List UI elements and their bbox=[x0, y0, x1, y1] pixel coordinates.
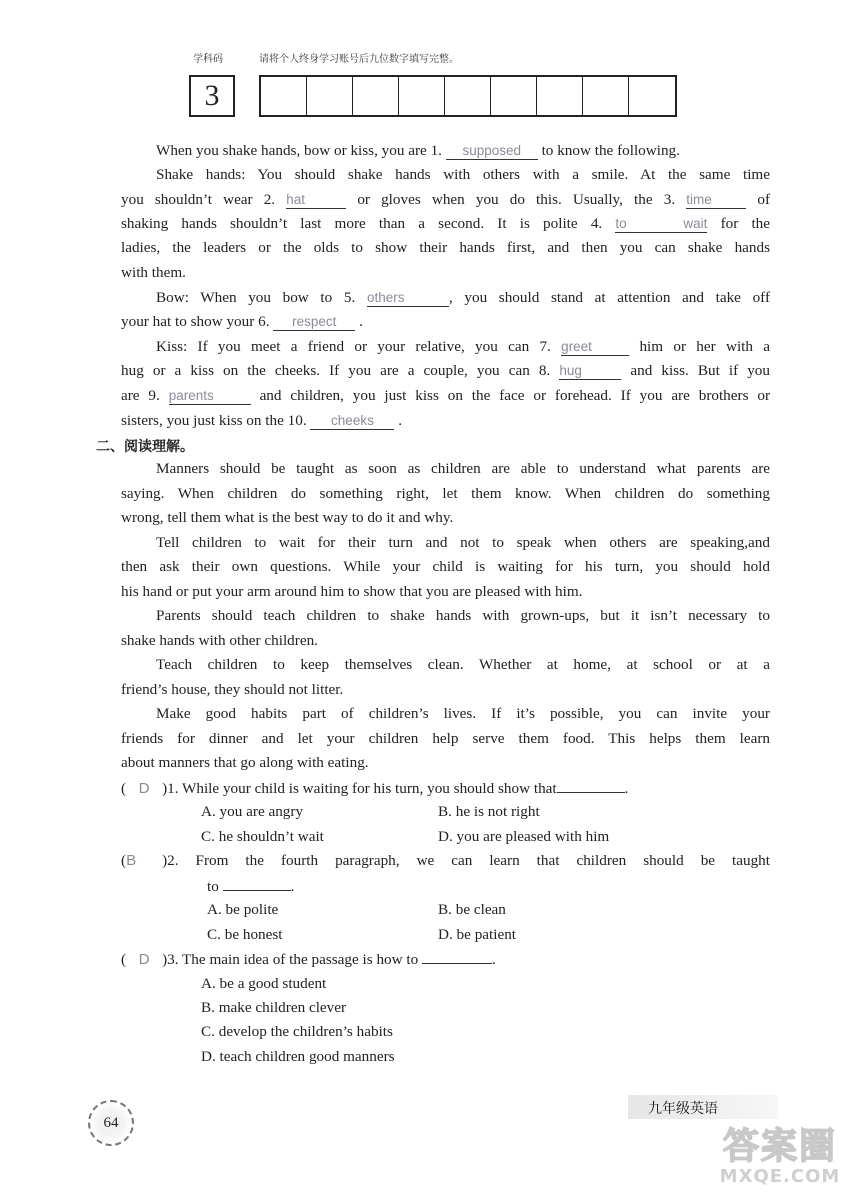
page-number: 64 bbox=[103, 1114, 119, 1131]
id-cell[interactable] bbox=[261, 77, 307, 115]
watermark-logo bbox=[700, 1128, 860, 1198]
passage1-line-5: ladies, the leaders or the olds to show their hands first, and then you can shake hands bbox=[121, 239, 770, 256]
id-cell[interactable] bbox=[629, 77, 675, 115]
passage2-line: Manners should be taught as soon as children are able to understand what parents are bbox=[156, 460, 770, 477]
question-3-blank bbox=[422, 949, 492, 964]
passage2-line: Tell children to wait for their turn and not to speak when others are speaking,and bbox=[156, 534, 770, 551]
question-3-stem: ( D )3. The main idea of the passage is how to . bbox=[121, 951, 496, 968]
passage2-line: shake hands with other children. bbox=[121, 632, 318, 649]
passage2-line: friend’s house, they should not litter. bbox=[121, 681, 344, 698]
question-2-stem-cont: to . bbox=[207, 878, 295, 895]
id-cell[interactable] bbox=[537, 77, 583, 115]
answer-blank-2: hat bbox=[286, 191, 346, 209]
id-cell[interactable] bbox=[399, 77, 445, 115]
id-cell[interactable] bbox=[307, 77, 353, 115]
option: A. be polite bbox=[207, 901, 279, 918]
option: B. make children clever bbox=[201, 999, 347, 1016]
passage2-line: wrong, tell them what is the best way to do it and why. bbox=[121, 509, 454, 526]
passage1-line-7: Bow: When you bow to 5. others , you should stand at attention and take off bbox=[156, 289, 771, 306]
answer-blank-3: time bbox=[686, 191, 746, 209]
subject-code-box: 3 bbox=[189, 75, 235, 117]
question-1-answer: D bbox=[138, 780, 150, 797]
option: B. be clean bbox=[438, 901, 506, 918]
passage1-line-1: When you shake hands, bow or kiss, you are 1. supposed to know the following. bbox=[156, 142, 680, 159]
passage2-line: Teach children to keep themselves clean. Whether at home, at school or at a bbox=[156, 656, 770, 673]
page-number-badge bbox=[88, 1100, 134, 1146]
answer-blank-5: others bbox=[367, 289, 449, 307]
passage2-line: Make good habits part of children’s lives. If it’s possible, you can invite your bbox=[156, 705, 770, 722]
passage1-line-6: with them. bbox=[121, 264, 186, 281]
passage1-line-4: shaking hands shouldn’t last more than a second. It is polite 4. to wait for the bbox=[121, 215, 770, 232]
passage1-line-11: are 9. parents and children, you just kiss on the face or forehead. If you are brothers or bbox=[121, 387, 771, 404]
passage1-line-9: Kiss: If you meet a friend or your relative, you can 7. greet him or her with a bbox=[156, 338, 771, 355]
answer-blank-1: supposed bbox=[446, 142, 538, 160]
question-2-blank bbox=[223, 876, 291, 891]
passage2-line: saying. When children do something right, let them know. When children do something bbox=[121, 485, 770, 502]
watermark-glyphs: 答案圈 bbox=[722, 1126, 837, 1167]
option: D. be patient bbox=[438, 926, 517, 943]
passage2-line: then ask their own questions. While your child is waiting for his turn, you should hold bbox=[121, 558, 770, 575]
passage1-line-12: sisters, you just kiss on the 10. cheeks . bbox=[121, 412, 403, 429]
id-cell[interactable] bbox=[583, 77, 629, 115]
passage2-line: Parents should teach children to shake hands with grown-ups, but it isn’t necessary to bbox=[156, 607, 770, 624]
option: A. be a good student bbox=[201, 975, 327, 992]
passage1-line-8: your hat to show your 6. respect . bbox=[121, 313, 363, 330]
option: A. you are angry bbox=[201, 803, 304, 820]
passage2-line: his hand or put your arm around him to show that you are pleased with him. bbox=[121, 583, 583, 600]
answer-blank-9: parents bbox=[169, 387, 251, 405]
section-title: 二、阅读理解。 bbox=[96, 439, 194, 455]
answer-blank-4: to wait bbox=[615, 216, 708, 231]
option: C. be honest bbox=[207, 926, 283, 943]
option: D. teach children good manners bbox=[201, 1048, 395, 1065]
answer-blank-6: respect bbox=[273, 313, 355, 331]
question-1-blank bbox=[557, 778, 625, 793]
id-cell[interactable] bbox=[445, 77, 491, 115]
id-cell[interactable] bbox=[353, 77, 399, 115]
question-1-stem: ( D )1. While your child is waiting for his turn, you should show that . bbox=[121, 780, 629, 797]
passage1-line-2: Shake hands: You should shake hands with others with a smile. At the same time bbox=[156, 166, 770, 183]
book-title: 九年级英语 bbox=[648, 1101, 718, 1117]
subject-code-label: 学科码 bbox=[193, 54, 223, 65]
option: C. develop the children’s habits bbox=[201, 1023, 393, 1040]
question-2-answer: B bbox=[126, 852, 137, 869]
passage1-line-3: you shouldn’t wear 2. hat or gloves when you do this. Usually, the 3. time of bbox=[121, 191, 770, 208]
passage1-line-10: hug or a kiss on the cheeks. If you are a couple, you can 8. hug and kiss. But if you bbox=[121, 362, 770, 379]
id-number-grid bbox=[259, 75, 677, 117]
question-2-stem: (B )2. From the fourth paragraph, we can learn that children should be taught bbox=[121, 852, 770, 869]
passage2-line: friends for dinner and let your children help serve them food. This helps them learn bbox=[121, 730, 770, 747]
passage2-line: about manners that go along with eating. bbox=[121, 754, 369, 771]
id-instruction: 请将个人终身学习账号后九位数字填写完整。 bbox=[259, 54, 459, 65]
answer-blank-8: hug bbox=[559, 362, 621, 380]
watermark-url: MXQE.COM bbox=[719, 1166, 841, 1187]
option: B. he is not right bbox=[438, 803, 540, 820]
answer-blank-10: cheeks bbox=[310, 412, 394, 430]
option: C. he shouldn’t wait bbox=[201, 828, 324, 845]
id-cell[interactable] bbox=[491, 77, 537, 115]
answer-blank-7: greet bbox=[561, 338, 629, 356]
question-3-answer: D bbox=[138, 951, 150, 968]
option: D. you are pleased with him bbox=[438, 828, 610, 845]
